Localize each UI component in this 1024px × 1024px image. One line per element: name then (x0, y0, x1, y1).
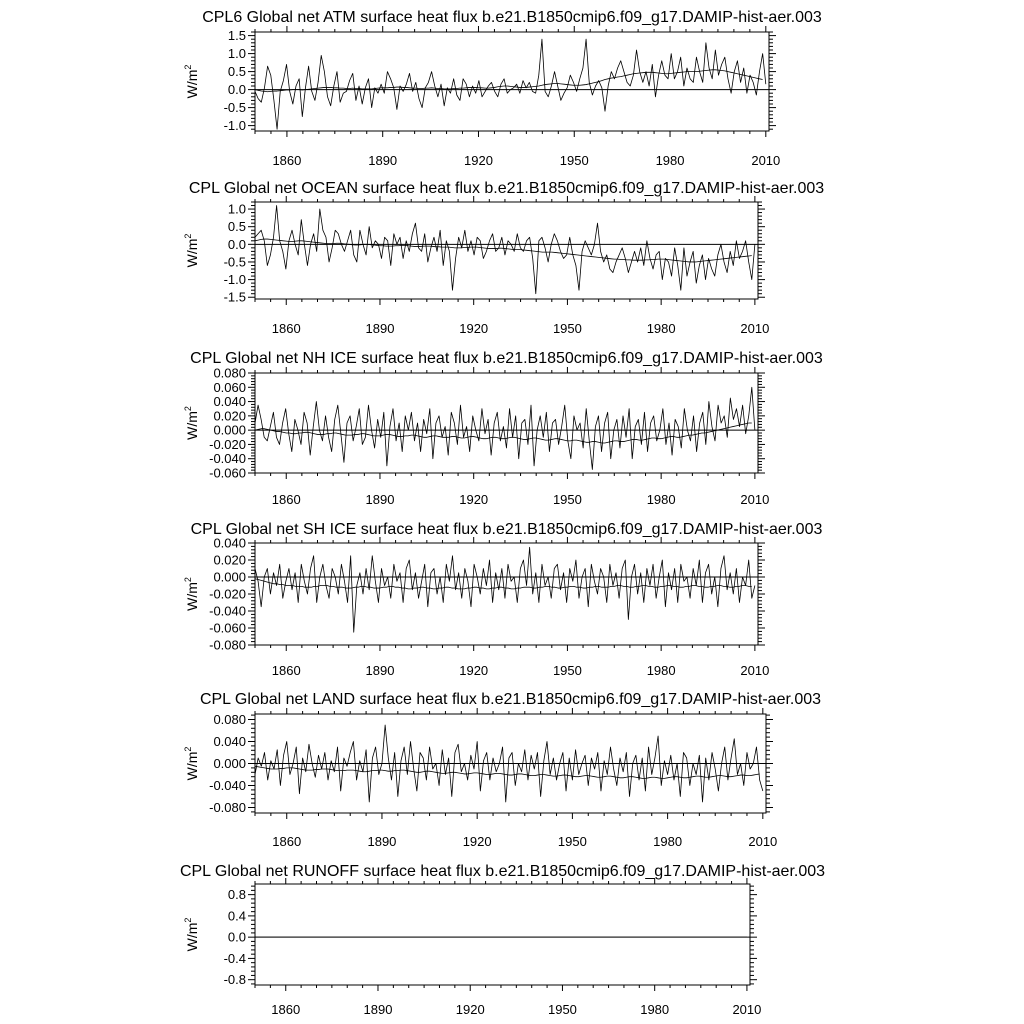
x-tick-label: 1890 (365, 663, 395, 678)
series-line-1 (255, 206, 755, 294)
x-tick-label: 1920 (459, 321, 489, 336)
y-axis-label-superscript: 2 (183, 746, 193, 752)
x-tick-label: 1980 (646, 663, 676, 678)
y-tick-label: 0.000 (213, 756, 246, 771)
y-axis-label (183, 234, 200, 268)
x-tick-label: 2010 (740, 492, 770, 507)
x-tick-label: 1950 (552, 663, 582, 678)
x-tick-label: 1860 (271, 663, 301, 678)
y-tick-label: -1.5 (223, 289, 246, 305)
y-axis-label-unit: W/m (184, 411, 200, 440)
chart-title: CPL Global net SH ICE surface heat flux b.e21.B1850cmip6.f09_g17.DAMIP-hist-aer.003 (190, 521, 823, 538)
y-axis-label (183, 406, 200, 440)
y-axis-label-superscript: 2 (183, 577, 193, 583)
panel-3 (183, 350, 823, 507)
plot-frame (255, 373, 758, 473)
x-tick-label: 1980 (646, 321, 676, 336)
y-axis-label (183, 747, 200, 781)
y-tick-label: -0.020 (209, 436, 246, 452)
y-tick-label: 0.040 (213, 734, 246, 749)
y-tick-label: -0.8 (223, 972, 246, 988)
y-tick-label: -1.0 (223, 272, 246, 288)
series-line-1 (255, 387, 755, 469)
x-tick-label: 1890 (365, 492, 395, 507)
y-tick-label: -0.060 (209, 620, 246, 636)
x-tick-label: 1920 (455, 1002, 485, 1017)
x-tick-label: 1950 (547, 1002, 577, 1017)
y-axis-label-superscript: 2 (183, 233, 193, 239)
y-tick-label: 0.8 (227, 887, 246, 903)
y-tick-label: -0.080 (209, 637, 246, 653)
x-tick-label: 2010 (748, 834, 778, 849)
x-tick-label: 1980 (646, 492, 676, 507)
y-tick-label: 0.000 (213, 422, 246, 438)
plot-frame (255, 543, 758, 645)
x-tick-label: 1920 (464, 153, 493, 168)
x-tick-label: 2010 (732, 1002, 762, 1017)
x-tick-label: 1890 (363, 1002, 393, 1017)
x-tick-label: 2010 (740, 663, 770, 678)
y-tick-label: 0.060 (213, 379, 246, 395)
x-tick-label: 1860 (271, 321, 301, 336)
series-line-1 (255, 39, 766, 129)
x-tick-label: 1950 (557, 834, 587, 849)
x-tick-label: 1860 (271, 492, 301, 507)
y-tick-label: 1.0 (227, 46, 246, 62)
y-tick-label: 0.080 (213, 365, 246, 381)
y-tick-label: -0.5 (223, 254, 246, 270)
plot-frame (255, 884, 750, 985)
y-axis-label-unit: W/m (184, 922, 200, 952)
x-tick-label: 1860 (272, 153, 302, 168)
y-tick-label: -1.0 (223, 118, 246, 134)
x-tick-label: 1890 (365, 321, 395, 336)
y-tick-label: 0.5 (227, 64, 246, 80)
y-tick-label: 0.020 (213, 552, 246, 568)
y-tick-label: 0.0 (227, 236, 246, 252)
y-axis-label-superscript: 2 (183, 917, 193, 923)
series-line-1 (255, 547, 755, 632)
chart-title: CPL Global net RUNOFF surface heat flux b.e21.B1850cmip6.f09_g17.DAMIP-hist-aer.003 (179, 863, 826, 880)
panel-1 (183, 9, 822, 168)
x-tick-label: 1860 (272, 834, 302, 849)
y-axis-label-unit: W/m (184, 582, 200, 611)
x-tick-label: 2010 (740, 321, 770, 336)
y-tick-label: 1.0 (227, 201, 246, 217)
x-tick-label: 1980 (640, 1002, 670, 1017)
panel-5 (183, 691, 821, 849)
y-axis-label (183, 918, 200, 952)
y-tick-label: 0.020 (213, 408, 246, 424)
y-tick-label: -0.040 (209, 451, 246, 467)
y-axis-label-unit: W/m (184, 751, 200, 781)
x-tick-label: 1890 (368, 153, 398, 168)
y-tick-label: 0.080 (213, 712, 246, 727)
y-tick-label: -0.040 (209, 603, 246, 619)
x-tick-label: 1920 (459, 663, 489, 678)
y-tick-label: 0.4 (227, 908, 246, 924)
x-tick-label: 1980 (655, 153, 685, 168)
x-tick-label: 1980 (653, 834, 683, 849)
x-tick-label: 1920 (459, 492, 489, 507)
plot-frame (255, 32, 769, 131)
plot-frame (255, 202, 758, 299)
y-tick-label: 0.000 (213, 569, 246, 585)
x-tick-label: 1950 (559, 153, 589, 168)
chart-title: CPL6 Global net ATM surface heat flux b.e21.B1850cmip6.f09_g17.DAMIP-hist-aer.003 (202, 9, 822, 26)
y-tick-label: -0.060 (209, 465, 246, 481)
x-tick-label: 1950 (552, 321, 582, 336)
y-axis-label (183, 577, 200, 611)
panel-4 (183, 521, 822, 678)
x-tick-label: 1890 (367, 834, 397, 849)
y-axis-label-superscript: 2 (183, 406, 193, 412)
y-tick-label: 0.5 (227, 219, 246, 235)
y-tick-label: 0.040 (213, 535, 246, 551)
chart-title: CPL Global net LAND surface heat flux b.e21.B1850cmip6.f09_g17.DAMIP-hist-aer.003 (199, 691, 822, 708)
y-tick-label: -0.040 (209, 778, 246, 793)
x-tick-label: 1860 (271, 1002, 301, 1017)
panel-6 (180, 863, 825, 1017)
chart-title: CPL Global net NH ICE surface heat flux b.e21.B1850cmip6.f09_g17.DAMIP-hist-aer.003 (190, 350, 823, 367)
panel-2 (183, 180, 824, 336)
y-tick-label: 0.040 (213, 394, 246, 410)
x-tick-label: 1950 (552, 492, 582, 507)
y-tick-label: 1.5 (227, 28, 246, 44)
y-axis-label (183, 65, 200, 99)
y-tick-label: 0.0 (227, 929, 246, 945)
y-axis-label-superscript: 2 (183, 64, 193, 70)
y-axis-label-unit: W/m (184, 69, 200, 99)
x-tick-label: 2010 (751, 153, 781, 168)
y-axis-label-unit: W/m (184, 238, 200, 268)
y-tick-label: -0.5 (223, 100, 246, 116)
y-tick-label: -0.080 (209, 800, 246, 815)
y-tick-label: -0.4 (223, 950, 246, 966)
y-tick-label: 0.0 (227, 82, 246, 98)
chart-title: CPL Global net OCEAN surface heat flux b.e21.B1850cmip6.f09_g17.DAMIP-hist-aer.003 (188, 180, 825, 197)
x-tick-label: 1920 (462, 834, 492, 849)
y-tick-label: -0.020 (209, 586, 246, 602)
